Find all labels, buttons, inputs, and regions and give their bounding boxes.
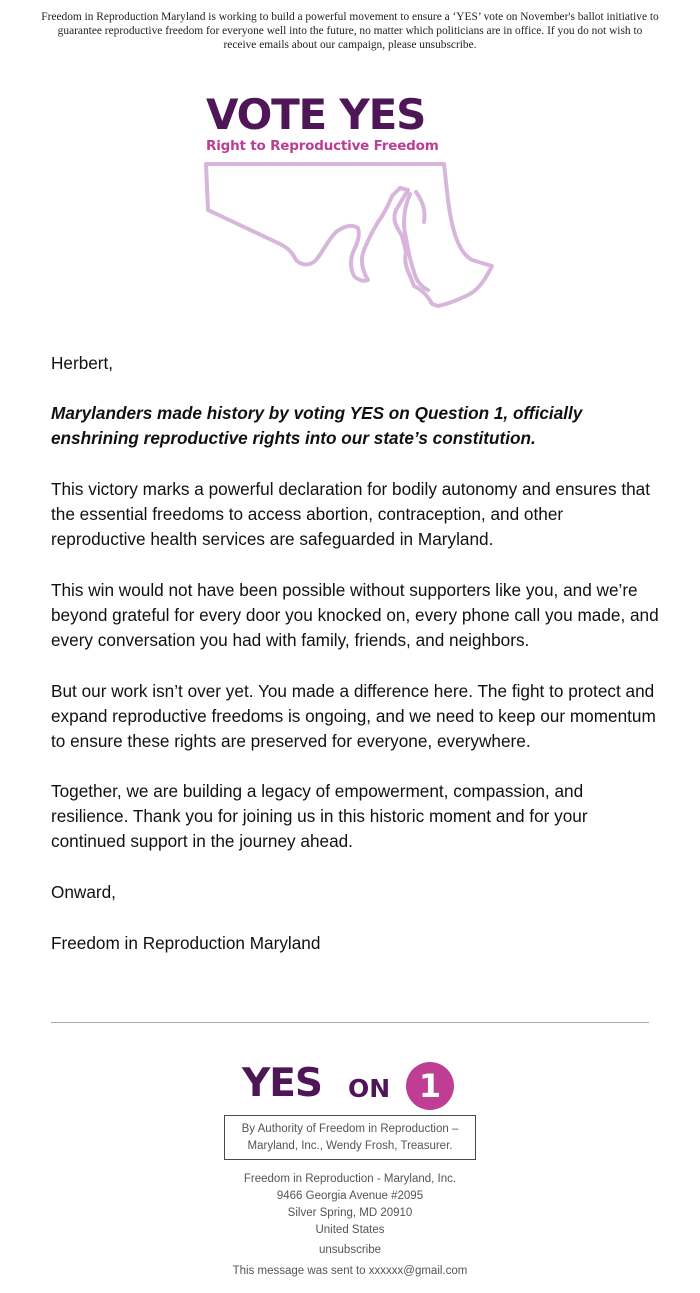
address-line-1: Freedom in Reproduction - Maryland, Inc. [243,1173,457,1185]
headline: Marylanders made history by voting YES on Question 1, officially enshrining reproductive rights into our state’s constitution. [51,403,583,448]
authority-box [224,1115,476,1160]
address-line-4: United States [315,1224,385,1236]
footer-divider [51,1022,649,1023]
closing: Onward, [51,882,116,902]
unsubscribe-link[interactable]: unsubscribe [318,1244,381,1256]
paragraph-2: This win would not have been possible without supporters like you, and we’re beyond grateful for every door you knocked on, every phone call you made, and every conversation you had with family, friends, and neighbors. [51,580,659,650]
vote-yes-subtitle: Right to Reproductive Freedom [206,138,439,154]
logo-on: ON [348,1074,391,1103]
paragraph-4: Together, we are building a legacy of empowerment, compassion, and resilience. Thank you for joining us in this historic moment and for your continued support in the journey ahead. [51,781,588,851]
mailing-address [150,1171,550,1239]
address-line-2: 9466 Georgia Avenue #2095 [276,1190,424,1202]
logo-yes: YES [242,1061,322,1106]
paragraph-1: This victory marks a powerful declaration for bodily autonomy and ensures that the essential freedoms to access abortion, contraception, and other reproductive health services are safeguarded in Maryland. [51,479,650,549]
logo-one: 1 [406,1062,454,1110]
vote-yes-title: VOTE YES [206,90,426,139]
greeting: Herbert, [51,353,114,373]
address-line-3: Silver Spring, MD 20910 [287,1207,413,1219]
sent-to-line [150,1264,550,1279]
recipient-email-link[interactable]: xxxxxx@gmail.com [368,1265,468,1277]
sent-to-prefix: This message was sent to [232,1265,366,1277]
authority-line-2: Maryland, Inc., Wendy Frosh, Treasurer. [247,1140,453,1152]
preheader-text: Freedom in Reproduction Maryland is working to build a powerful movement to ensure a ‘YES’ vote on November's ballot initiative to guarantee reproductive freedom for everyone well into the future, no matter which politicians are in office. If you do not wish to receive emails about our campaign, please unsubscribe. [41,11,659,51]
vote-yes-banner [196,90,506,312]
paragraph-3: But our work isn’t over yet. You made a difference here. The fight to protect and expand reproductive freedoms is ongoing, and we need to keep our momentum to ensure these rights are preserved for everyone, everywhere. [51,681,656,751]
signature: Freedom in Reproduction Maryland [51,933,321,953]
yes-on-1-logo [242,1062,458,1110]
authority-line-1: By Authority of Freedom in Reproduction – [241,1123,459,1135]
